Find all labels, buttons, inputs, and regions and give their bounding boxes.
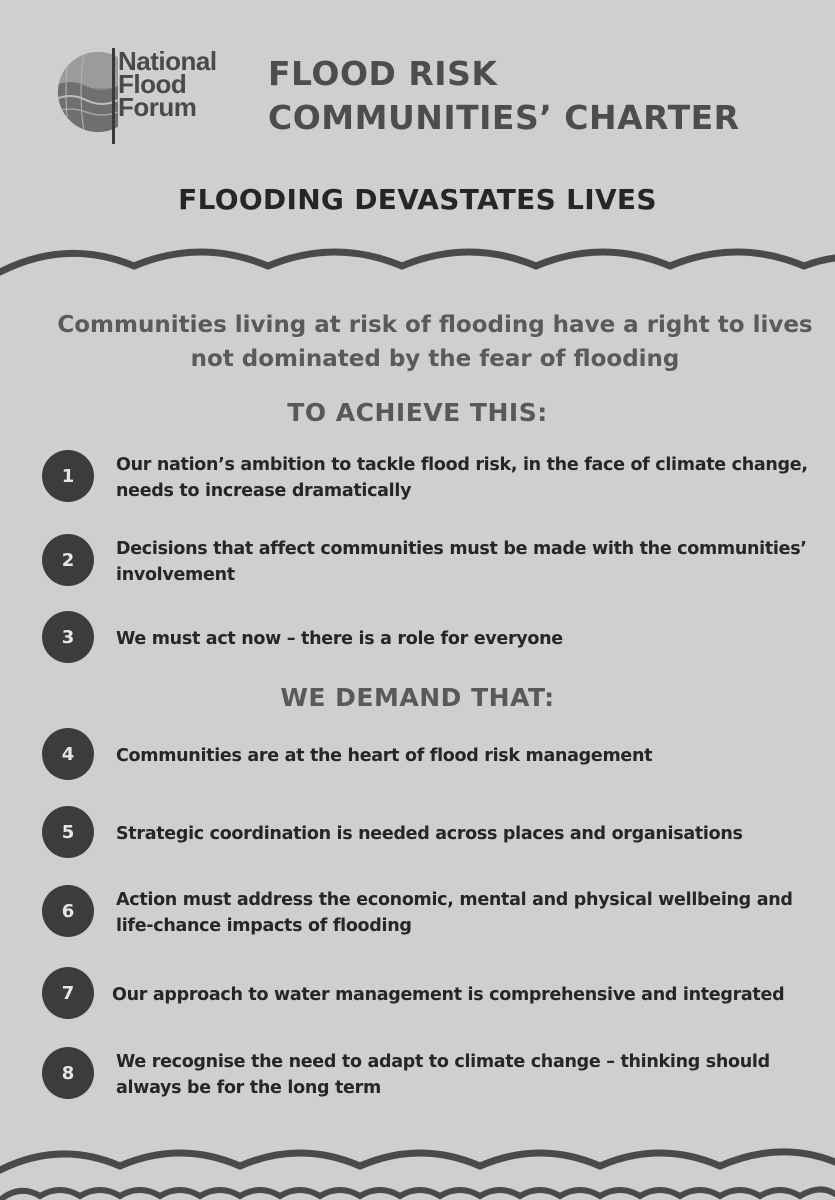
number-badge: 3 [42, 611, 94, 663]
wave-divider-top [0, 244, 835, 280]
title-line-2: COMMUNITIES’ CHARTER [268, 98, 740, 137]
charter-item-3 [40, 611, 815, 667]
logo-line-flood: Flood [118, 69, 187, 99]
page-title [268, 52, 740, 140]
page-subtitle: FLOODING DEVASTATES LIVES [178, 183, 657, 216]
number-badge: 5 [42, 806, 94, 858]
item-text: Our nation’s ambition to tackle flood risk, in the face of climate change, needs to increase dramatically [116, 455, 808, 501]
charter-item-2 [40, 534, 815, 590]
number-badge: 7 [42, 967, 94, 1019]
item-text: Strategic coordination is needed across places and organisations [116, 824, 743, 844]
number-badge: 4 [42, 728, 94, 780]
title-line-1: FLOOD RISK [268, 54, 498, 93]
intro-statement: Communities living at risk of flooding have a right to lives not dominated by the fear of flooding [57, 312, 813, 372]
charter-item-8 [40, 1047, 815, 1103]
item-text: We recognise the need to adapt to climate change – thinking should always be for the long term [116, 1052, 770, 1098]
charter-item-5 [40, 806, 815, 862]
charter-item-7 [40, 967, 815, 1023]
item-text: Action must address the economic, mental and physical wellbeing and life-chance impacts of flooding [116, 890, 793, 936]
number-badge: 8 [42, 1047, 94, 1099]
logo-line-forum: Forum [118, 92, 197, 122]
national-flood-forum-logo [54, 44, 239, 144]
globe-logo-icon [54, 48, 118, 144]
logo-wordmark [118, 46, 217, 122]
logo-line-national: National [118, 46, 217, 76]
wave-divider-bottom [0, 1140, 835, 1200]
item-text: We must act now – there is a role for everyone [116, 629, 563, 649]
number-badge: 2 [42, 534, 94, 586]
item-text: Communities are at the heart of flood risk management [116, 746, 653, 766]
charter-item-6 [40, 885, 815, 941]
item-text: Our approach to water management is comprehensive and integrated [112, 985, 785, 1005]
number-badge: 6 [42, 885, 94, 937]
item-text: Decisions that affect communities must be made with the communities’ involvement [116, 539, 807, 585]
charter-item-1 [40, 450, 815, 506]
charter-item-4 [40, 728, 815, 784]
number-badge: 1 [42, 450, 94, 502]
heading-we-demand: WE DEMAND THAT: [280, 683, 555, 712]
heading-to-achieve: TO ACHIEVE THIS: [287, 398, 548, 427]
